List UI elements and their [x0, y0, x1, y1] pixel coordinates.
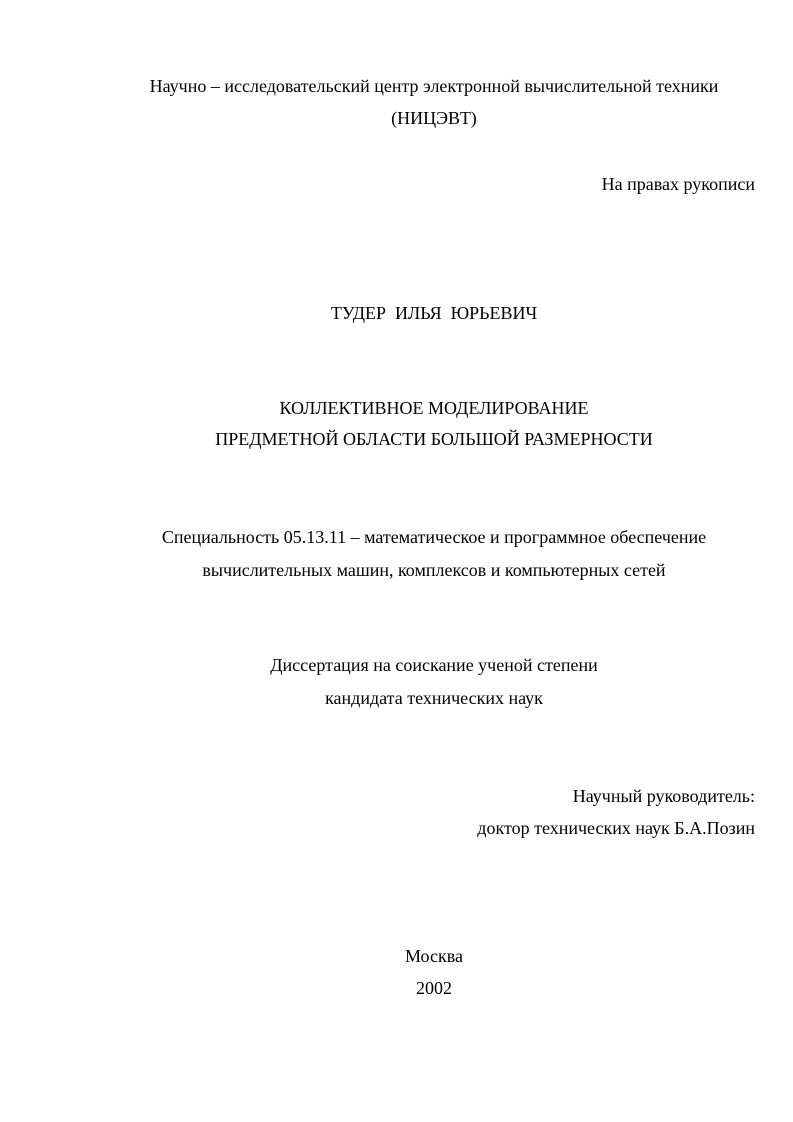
title-line-2: ПРЕДМЕТНОЙ ОБЛАСТИ БОЛЬШОЙ РАЗМЕРНОСТИ — [215, 429, 653, 449]
place: Москва — [405, 946, 463, 966]
title-line-1: КОЛЛЕКТИВНОЕ МОДЕЛИРОВАНИЕ — [279, 398, 589, 418]
supervisor-label: Научный руководитель: — [572, 786, 755, 806]
institution-name: Научно – исследовательский центр электронной вычислительной техники — [149, 76, 719, 96]
specialty-line-2: вычислительных машин, комплексов и компьютерных сетей — [202, 560, 666, 580]
degree-line-2: кандидата технических наук — [325, 688, 543, 708]
year: 2002 — [416, 978, 452, 998]
institution-abbreviation: (НИЦЭВТ) — [391, 108, 477, 128]
supervisor-name: доктор технических наук Б.А.Позин — [477, 818, 755, 838]
specialty-line-1: Специальность 05.13.11 – математическое и программное обеспечение — [161, 527, 707, 547]
degree-line-1: Диссертация на соискание ученой степени — [270, 655, 598, 675]
manuscript-note: На правах рукописи — [601, 174, 755, 194]
author-name: ТУДЕР ИЛЬЯ ЮРЬЕВИЧ — [330, 303, 538, 323]
